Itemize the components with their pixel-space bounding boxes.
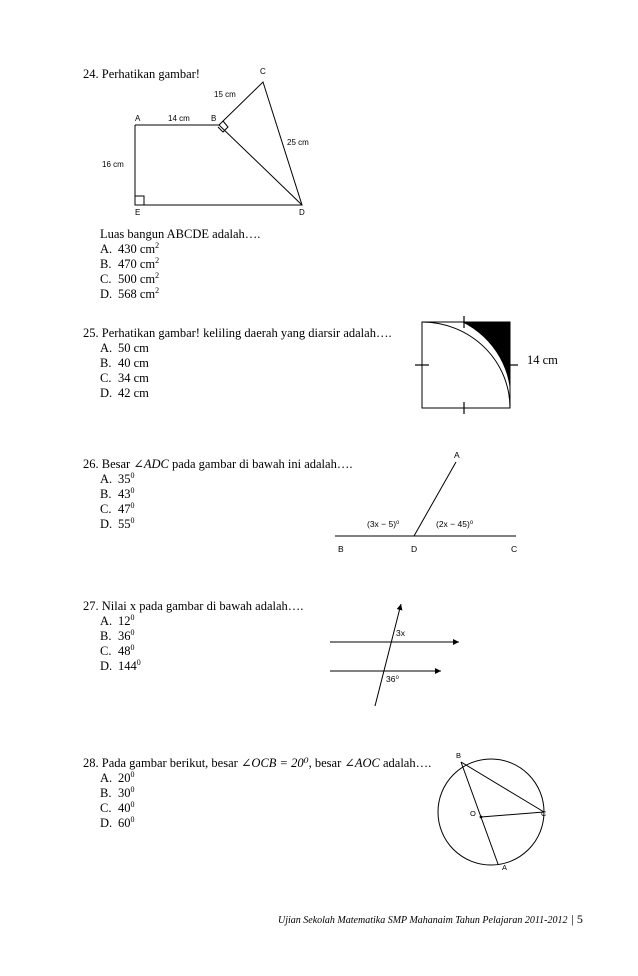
q25-option-a: A. 50 cm [100,341,149,355]
q25-options [83,341,392,401]
q24-option-d: D. 568 $cm^2$ [100,285,160,301]
q27-label-top-angle: 3x [396,628,405,638]
q24-figure [95,62,335,222]
q24-label-b: B [211,114,217,123]
q27-options [83,614,303,674]
q28-options [83,771,431,831]
q24-option-b: B. 470 $cm^2$ [100,255,160,271]
q24-label-ab: 14 cm [168,114,190,123]
q26-label-a: A [454,450,460,460]
q25-label-side: 14 cm [527,353,558,367]
q27-option-a: A. $12^0$ [100,612,135,628]
q25-option-d: D. 42 cm [100,386,149,400]
q24-label-cd: 25 cm [287,138,309,147]
q26-label-c: C [511,544,518,554]
q24-label-c: C [260,67,266,76]
q24-label-e: E [135,208,141,217]
q28-label-a: A [502,863,508,872]
question-26 [83,457,352,532]
q28-label-c: C [541,809,547,818]
question-27 [83,599,303,674]
q24-options [83,242,260,302]
question-28-title: 28. Pada gambar berikut, besar ∠OCB = 20⁰, besar ∠AOC adalah…. [83,756,432,770]
q26-label-left-angle: (3x − 5)⁰ [367,519,400,529]
footer-text: Ujian Sekolah Matematika SMP Mahanaim Tahun Pelajaran 2011-2012 [278,915,568,926]
q25-figure [410,312,525,417]
q28-option-a: A. $20^0$ [100,769,135,785]
question-28 [83,756,431,831]
page-number: | 5 [571,912,583,926]
q24-label-ae: 16 cm [102,160,124,169]
q24-option-a: A. 430 $cm^2$ [100,240,160,256]
question-25-title: 25. Perhatikan gambar! keliling daerah yang diarsir adalah…. [83,326,392,340]
q25-option-c: C. 34 cm [100,371,149,385]
q28-figure [428,748,553,878]
question-27-title: 27. Nilai x pada gambar di bawah adalah…. [83,599,304,613]
q26-option-a: A. $35^0$ [100,470,135,486]
q26-label-d: D [411,544,418,554]
q27-option-c: C. $48^0$ [100,642,135,658]
q28-option-d: D. $60^0$ [100,814,135,830]
q26-figure [330,446,530,566]
q26-option-c: C. $47^0$ [100,500,135,516]
q26-option-d: D. $55^0$ [100,515,135,531]
q26-label-b: B [338,544,344,554]
q26-label-right-angle: (2x − 45)⁰ [436,519,474,529]
q24-label-a: A [135,114,141,123]
question-26-title: 26. Besar ∠ADC pada gambar di bawah ini adalah…. [83,457,353,471]
q28-label-b: B [456,751,462,760]
question-25 [83,326,392,401]
q28-option-b: B. $30^0$ [100,784,135,800]
q27-figure [325,598,470,710]
q24-option-c: C. 500 $cm^2$ [100,270,160,286]
q27-option-d: D. $144^0$ [100,657,141,673]
question-24-text: Luas bangun ABCDE adalah…. [100,227,261,241]
q26-options [83,472,352,532]
q27-label-bottom-angle: 36⁰ [386,674,399,684]
q24-label-bc: 15 cm [214,90,236,99]
q25-option-b: B. 40 cm [100,356,149,370]
q28-option-c: C. $40^0$ [100,799,135,815]
q28-label-o: O [470,809,476,818]
q24-label-d: D [299,208,305,217]
page-footer [278,912,583,927]
question-24-body [83,227,260,302]
q26-option-b: B. $43^0$ [100,485,135,501]
q27-option-b: B. $36^0$ [100,627,135,643]
question-24-title: 24. Perhatikan gambar! [83,67,200,81]
